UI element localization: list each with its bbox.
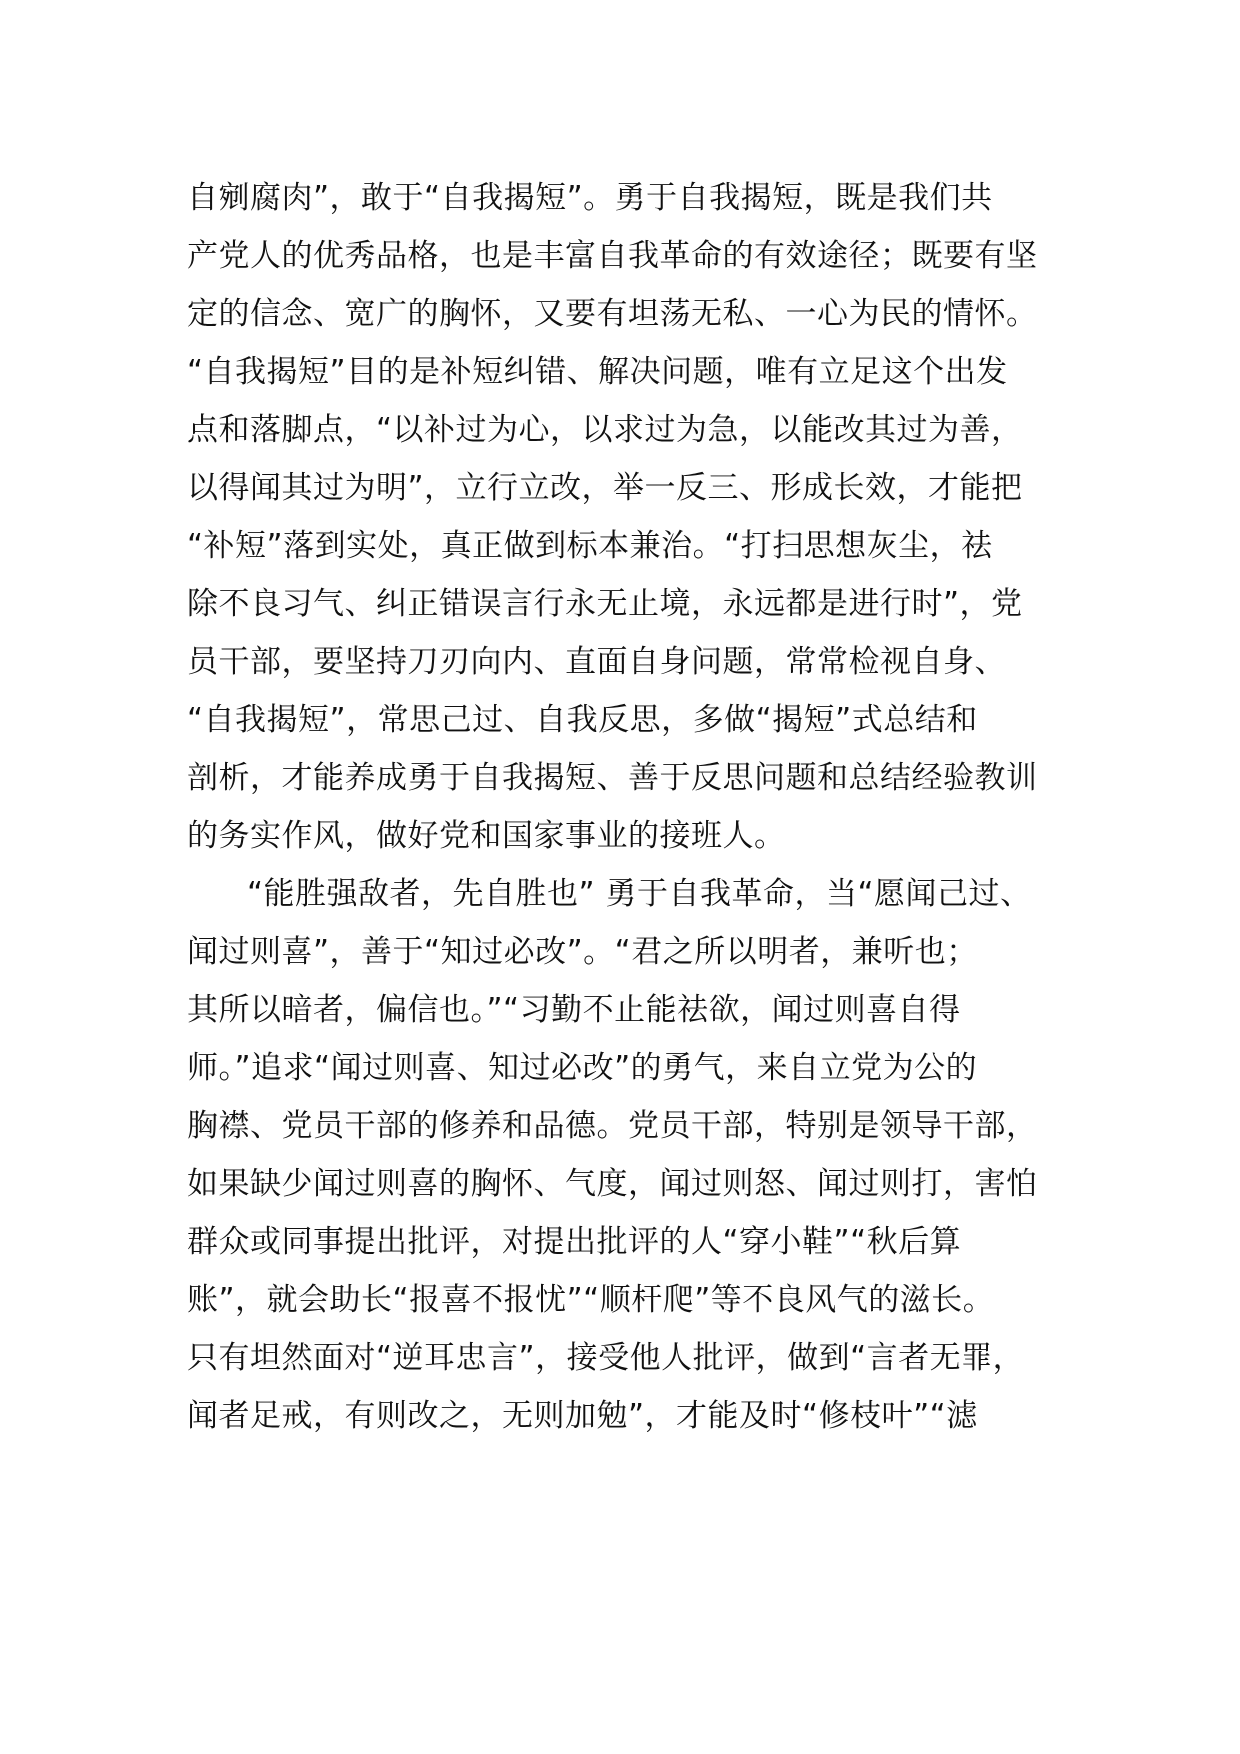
text-line: “自我揭短”，常思己过、自我反思，多做“揭短”式总结和 (187, 702, 978, 738)
text-line: “自我揭短”目的是补短纠错、解决问题，唯有立足这个出发 (187, 354, 1008, 390)
paragraph-first-line: “能胜强敌者，先自胜也” 勇于自我革命，当“愿闻己过、 (247, 876, 1032, 912)
text-line: 点和落脚点，“以补过为心，以求过为急，以能改其过为善， (187, 412, 1023, 448)
text-line: 剖析，才能养成勇于自我揭短、善于反思问题和总结经验教训 (187, 760, 1038, 796)
text-line: 产党人的优秀品格，也是丰富自我革命的有效途径；既要有坚 (187, 238, 1038, 274)
text-line: 闻过则喜”，善于“知过必改”。“君之所以明者，兼听也； (187, 934, 978, 970)
text-line: 闻者足戒，有则改之，无则加勉”，才能及时“修枝叶”“滤 (187, 1398, 978, 1434)
text-line: 以得闻其过为明”，立行立改，举一反三、形成长效，才能把 (187, 470, 1023, 506)
text-line: 员干部，要坚持刀刃向内、直面自身问题，常常检视自身、 (187, 644, 1006, 680)
text-line: 群众或同事提出批评，对提出批评的人“穿小鞋”“秋后算 (187, 1224, 962, 1260)
text-line: 的务实作风，做好党和国家事业的接班人。 (187, 818, 786, 854)
text-line: 其所以暗者，偏信也。”“习勤不止能祛欲，闻过则喜自得 (187, 992, 961, 1028)
text-line: 账”，就会助长“报喜不报忧”“顺杆爬”等不良风气的滋长。 (187, 1282, 995, 1318)
text-line: 师。”追求“闻过则喜、知过必改”的勇气，来自立党为公的 (187, 1050, 978, 1086)
text-line: 如果缺少闻过则喜的胸怀、气度，闻过则怒、闻过则打，害怕 (187, 1166, 1038, 1202)
text-line: “补短”落到实处，真正做到标本兼治。“打扫思想灰尘，祛 (187, 528, 993, 564)
text-line: 定的信念、宽广的胸怀，又要有坦荡无私、一心为民的情怀。 (187, 296, 1038, 332)
text-line: 除不良习气、纠正错误言行永无止境，永远都是进行时”，党 (187, 586, 1023, 622)
text-line: 只有坦然面对“逆耳忠言”，接受他人批评，做到“言者无罪， (187, 1340, 1025, 1376)
text-line: 胸襟、党员干部的修养和品德。党员干部，特别是领导干部， (187, 1108, 1038, 1144)
text-line: 自剜腐肉”，敢于“自我揭短”。勇于自我揭短，既是我们共 (187, 180, 993, 216)
